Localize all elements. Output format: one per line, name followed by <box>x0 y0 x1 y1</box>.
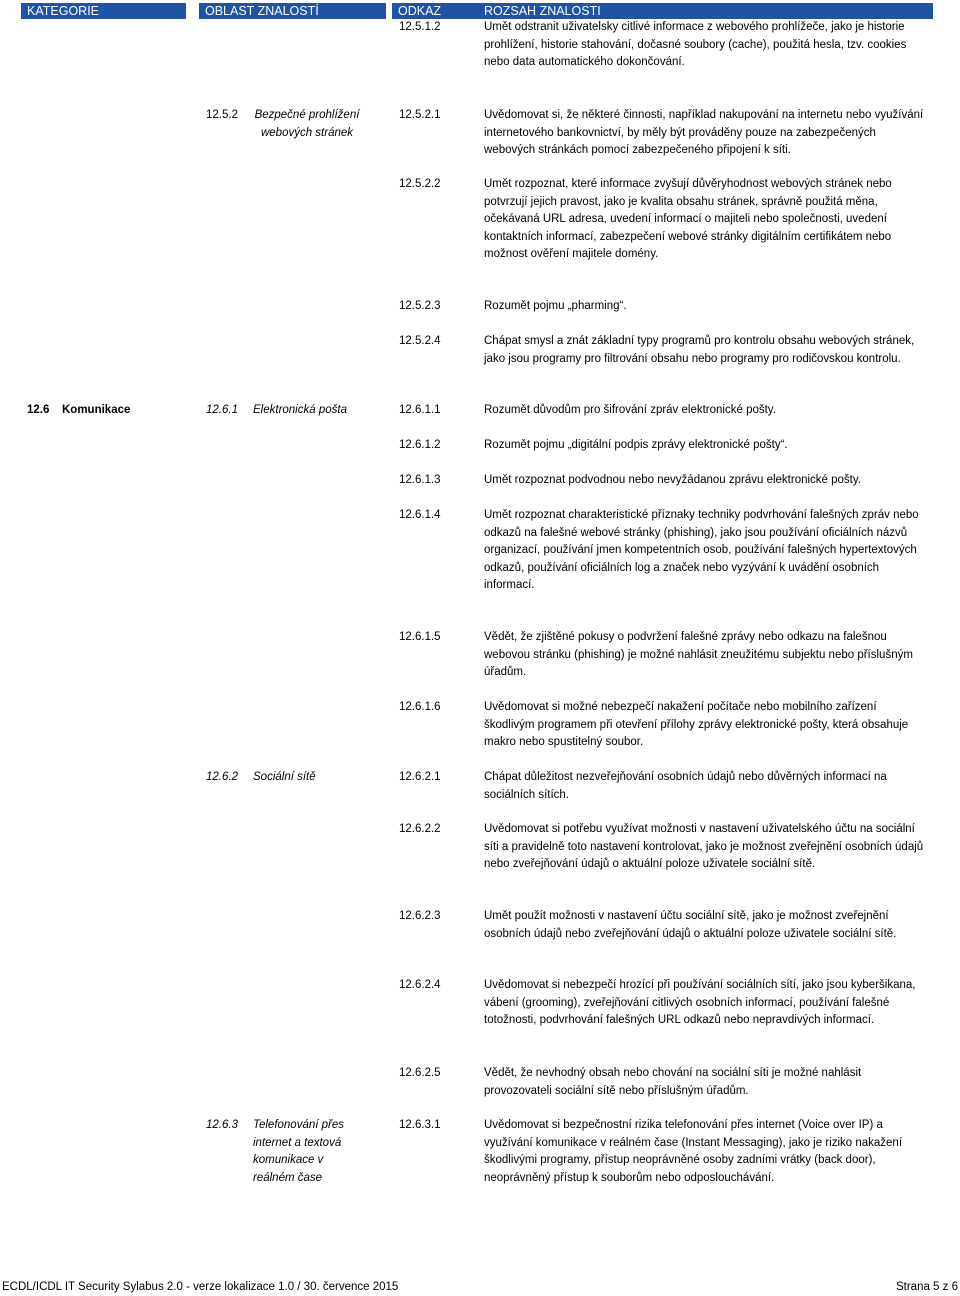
area-number: 12.6.1 <box>206 404 238 416</box>
header-rozsah: ROZSAH ZNALOSTI <box>478 3 933 19</box>
item-ref: 12.5.2.2 <box>399 178 441 190</box>
item-text: Rozumět pojmu „digitální podpis zprávy elektronické pošty“. <box>484 439 788 451</box>
header-kategorie: KATEGORIE <box>21 3 186 19</box>
item-text: Umět použít možnosti v nastavení účtu sociální sítě, jako je možnost zveřejnění osobních údajů nebo zveřejňování údajů o aktuální poloze uživatele sociální sítě. <box>484 910 897 940</box>
table-header <box>21 3 933 19</box>
item-text: Uvědomovat si možné nebezpečí nakažení počítače nebo mobilního zařízení škodlivým programem při otevření přílohy zprávy elektronické pošty, která obsahuje makro nebo spustitelný soubor. <box>484 701 909 748</box>
item-text: Uvědomovat si nebezpečí hrozící při používání sociálních sítí, jako jsou kyberšikana, vábení (grooming), zveřejňování citlivých osobních informací, používání falešné totožnosti, podvrhování falešných URL odkazů nebo nepravdivých informací. <box>484 979 916 1026</box>
footer-left: ECDL/ICDL IT Security Sylabus 2.0 - verze lokalizace 1.0 / 30. července 2015 <box>2 1281 399 1293</box>
category-number: 12.6 <box>27 404 50 416</box>
item-text: Chápat důležitost nezveřejňování osobních údajů nebo důvěrných informací na sociálních sítích. <box>484 771 887 801</box>
item-ref: 12.5.2.3 <box>399 300 441 312</box>
page-number: Strana 5 z 6 <box>895 1281 958 1293</box>
area-name: Elektronická pošta <box>253 404 347 416</box>
item-ref: 12.6.2.1 <box>399 771 441 783</box>
item-text: Uvědomovat si potřebu využívat možnosti v nastavení uživatelského účtu na sociální síti a pravidelně toto nastavení kontrolovat, jako je možnost zveřejnění osobních údajů nebo zveřejňování údajů o aktuální poloze uživatele sociální sítě. <box>484 823 924 870</box>
item-ref: 12.6.1.6 <box>399 701 441 713</box>
area-number: 12.6.3 <box>206 1119 238 1131</box>
item-ref: 12.6.1.1 <box>399 404 441 416</box>
item-ref: 12.6.1.4 <box>399 509 441 521</box>
item-ref: 12.6.2.2 <box>399 823 441 835</box>
item-ref: 12.6.2.5 <box>399 1067 441 1079</box>
item-text: Uvědomovat si bezpečnostní rizika telefonování přes internet (Voice over IP) a využívání komunikace v reálném čase (Instant Messaging), jako je riziko nakažení škodlivými programy, přístup neoprávněné osoby zadními vrátky (back door), neoprávněný přístup k souborům nebo odposlouchávání. <box>484 1119 903 1184</box>
item-text: Umět rozpoznat podvodnou nebo nevyžádanou zprávu elektronické pošty. <box>484 474 861 486</box>
header-oblast: OBLAST ZNALOSTÍ <box>199 3 386 19</box>
item-text: Uvědomovat si, že některé činnosti, například nakupování na internetu nebo využívání internetového bankovnictví, by měly být prováděny pouze na zabezpečených webových stránkách pomocí zabezpečeného připojení k síti. <box>484 109 924 156</box>
item-text: Chápat smysl a znát základní typy programů pro kontrolu obsahu webových stránek, jako jsou programy pro filtrování obsahu nebo programy pro rodičovskou kontrolu. <box>484 335 915 365</box>
item-ref: 12.6.2.4 <box>399 979 441 991</box>
item-ref: 12.6.1.3 <box>399 474 441 486</box>
area-number: 12.6.2 <box>206 771 238 783</box>
area-name: Sociální sítě <box>253 771 316 783</box>
item-text: Vědět, že nevhodný obsah nebo chování na sociální síti je možné nahlásit provozovateli sociální sítě nebo příslušným úřadům. <box>484 1067 862 1097</box>
item-ref: 12.6.1.5 <box>399 631 441 643</box>
item-text: Umět rozpoznat, které informace zvyšují důvěryhodnost webových stránek nebo potvrzují jejich pravost, jako je kvalita obsahu stránek, správně použitá měna, očekávaná URL adresa, uvedení informací o majiteli nebo společnosti, uvedení kontaktních informací, zabezpečení webové stránky digitálním certifikátem nebo možnost ověření majitele domény. <box>484 178 892 260</box>
item-text: Umět rozpoznat charakteristické příznaky techniky podvrhování falešných zpráv nebo odkazů na falešné webové stránky (phishing), jako jsou používání oficiálních názvů organizací, používání jmen kompetentních osob, používání falešných hypertextových odkazů, používání oficiálních log a značek nebo vyzývání k uvádění osobních informací. <box>484 509 919 591</box>
area-name: Telefonování přes internet a textová komunikace v reálném čase <box>253 1119 345 1184</box>
item-ref: 12.6.3.1 <box>399 1119 441 1131</box>
item-text: Rozumět pojmu „pharming“. <box>484 300 627 312</box>
item-ref: 12.5.2.4 <box>399 335 441 347</box>
item-text: Vědět, že zjištěné pokusy o podvržení falešné zprávy nebo odkazu na falešnou webovou stránku (phishing) je možné nahlásit zneužitému subjektu nebo příslušným úřadům. <box>484 631 913 678</box>
area-name: Bezpečné prohlížení webových stránek <box>254 109 360 139</box>
item-ref: 12.5.1.2 <box>399 21 441 33</box>
item-ref: 12.6.2.3 <box>399 910 441 922</box>
header-odkaz: ODKAZ <box>392 3 478 19</box>
item-ref: 12.5.2.1 <box>399 109 441 121</box>
item-text: Rozumět důvodům pro šifrování zpráv elektronické pošty. <box>484 404 776 416</box>
category-name: Komunikace <box>62 404 131 416</box>
item-text: Umět odstranit uživatelsky citlivé informace z webového prohlížeče, jako je historie prohlížení, historie stahování, dočasné soubory (cache), použitá hesla, tzv. cookies nebo data automatického dokončování. <box>484 21 907 68</box>
item-ref: 12.6.1.2 <box>399 439 441 451</box>
area-number: 12.5.2 <box>206 109 238 121</box>
